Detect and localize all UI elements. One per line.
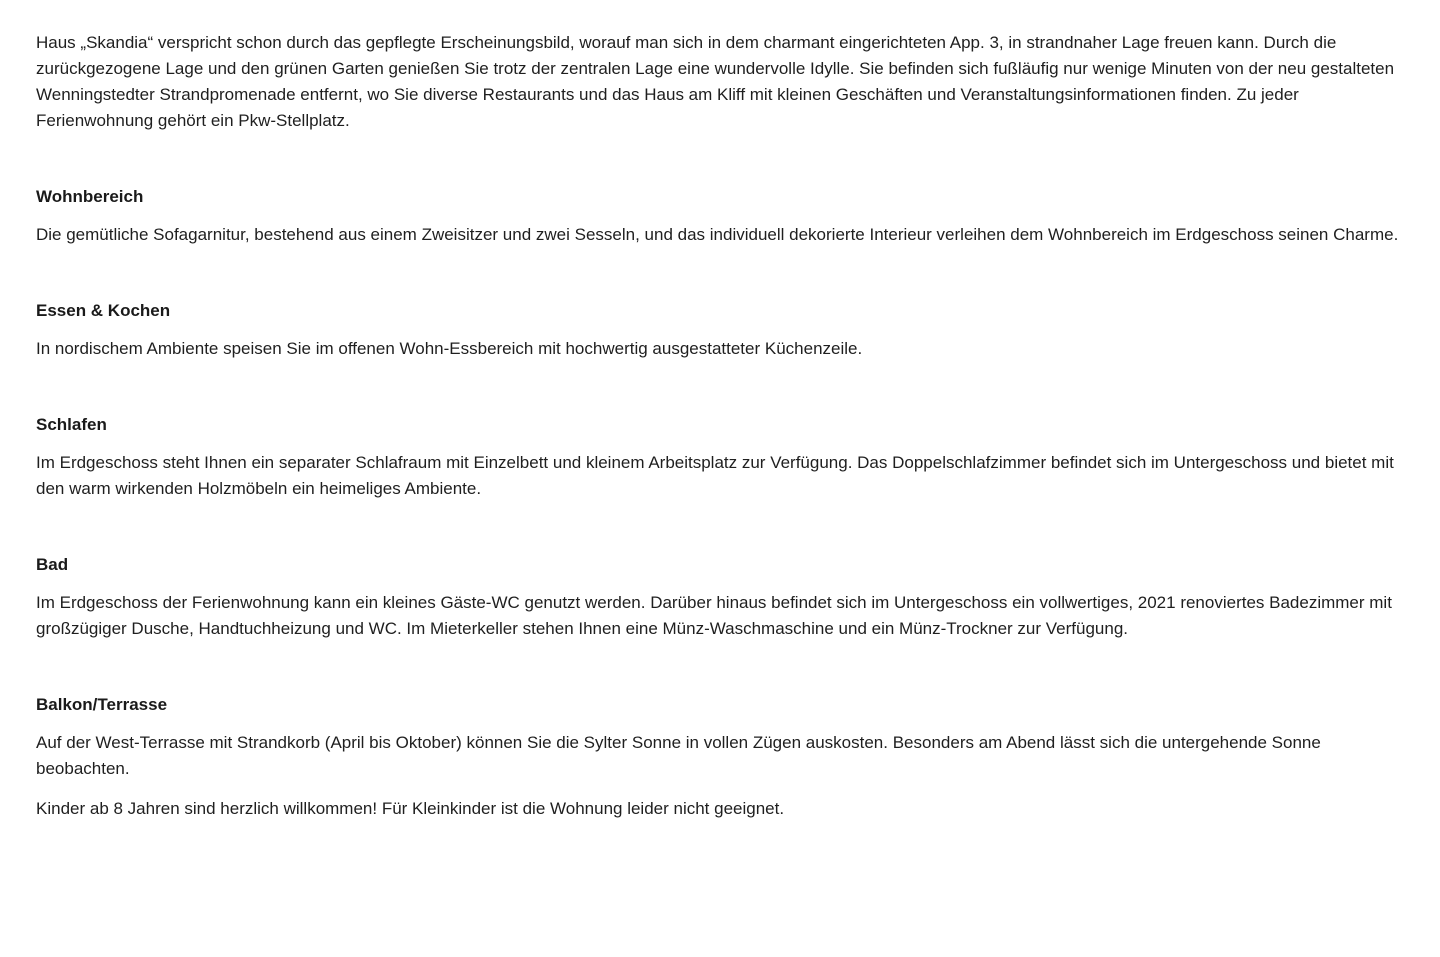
section-body-schlafen: Im Erdgeschoss steht Ihnen ein separater Schlafraum mit Einzelbett und kleinem Arbeitsplatz zur Verfügung. Das Doppelschlafzimmer befindet sich im Untergeschoss und bietet mit den warm wirkenden Holzmöbeln ein heimeliges Ambiente.	[36, 453, 1394, 498]
section-heading-bad: Bad	[36, 555, 69, 574]
section-heading-wohnbereich: Wohnbereich	[36, 187, 144, 206]
section-schlafen	[36, 414, 1402, 502]
section-body-essen-kochen: In nordischem Ambiente speisen Sie im offenen Wohn-Essbereich mit hochwertig ausgestatteter Küchenzeile.	[36, 339, 863, 358]
intro-paragraph: Haus „Skandia“ verspricht schon durch das gepflegte Erscheinungsbild, worauf man sich in dem charmant eingerichteten App. 3, in strandnaher Lage freuen kann. Durch die zurückgezogene Lage und den grünen Garten genießen Sie trotz der zentralen Lage eine wundervolle Idylle. Sie befinden sich fußläufig nur wenige Minuten von der neu gestalteten Wenningstedter Strandpromenade entfernt, wo Sie diverse Restaurants und das Haus am Kliff mit kleinen Geschäften und Veranstaltungsinformationen finden. Zu jeder Ferienwohnung gehört ein Pkw-Stellplatz.	[36, 33, 1395, 130]
section-body-bad: Im Erdgeschoss der Ferienwohnung kann ein kleines Gäste-WC genutzt werden. Darüber hinaus befindet sich im Untergeschoss ein vollwertiges, 2021 renoviertes Badezimmer mit großzügiger Dusche, Handtuchheizung und WC. Im Mieterkeller stehen Ihnen eine Münz-Waschmaschine und ein Münz-Trockner zur Verfügung.	[36, 593, 1392, 638]
section-heading-schlafen: Schlafen	[36, 415, 107, 434]
section-balkon-terrasse	[36, 694, 1402, 782]
section-body-wohnbereich: Die gemütliche Sofagarnitur, bestehend aus einem Zweisitzer und zwei Sesseln, und das individuell dekorierte Interieur verleihen dem Wohnbereich im Erdgeschoss seinen Charme.	[36, 225, 1399, 244]
section-bad	[36, 554, 1402, 642]
section-essen-kochen	[36, 300, 1402, 362]
section-body-balkon-terrasse: Auf der West-Terrasse mit Strandkorb (April bis Oktober) können Sie die Sylter Sonne in vollen Zügen auskosten. Besonders am Abend lässt sich die untergehende Sonne beobachten.	[36, 733, 1321, 778]
closing-paragraph: Kinder ab 8 Jahren sind herzlich willkommen! Für Kleinkinder ist die Wohnung leider nicht geeignet.	[36, 799, 785, 818]
section-wohnbereich	[36, 186, 1402, 248]
section-heading-balkon-terrasse: Balkon/Terrasse	[36, 695, 168, 714]
section-heading-essen-kochen: Essen & Kochen	[36, 301, 171, 320]
